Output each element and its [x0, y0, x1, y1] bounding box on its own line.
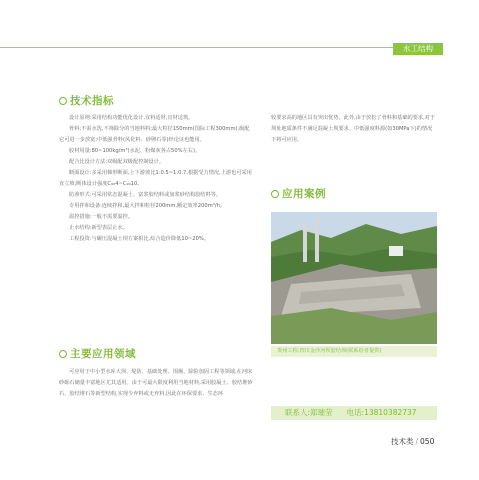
page-number: 050 — [420, 437, 435, 446]
tech-section-title — [59, 93, 114, 108]
case-title-text: 应用案例 — [282, 188, 326, 200]
spec-line: 专用拌和设备:连续拌和,最大拌和粒径200mm,额定效率200m³/h。 — [69, 203, 226, 209]
spec-line: 骨料:不需水洗,不筛除分的当地料料;最大粒径150mm(国际工程300mm),级配它可进一步放宽;中低强骨料(风化料、砂卵石等)经论证也能用。 — [59, 126, 250, 143]
dam-photo — [271, 212, 437, 344]
page-footer — [391, 436, 434, 447]
circle-bullet-icon — [271, 190, 279, 198]
spec-line: 温控措施:一般不需要温控。 — [69, 214, 133, 220]
contact-bar — [271, 406, 437, 420]
contact-person: 联系人:郑璀莹 — [285, 408, 333, 417]
spec-line: 胶材用量:80~100kg/m³(水泥、粉煤灰各占50%左右)。 — [69, 148, 201, 154]
circle-bullet-icon — [59, 97, 67, 105]
header-rule — [0, 47, 437, 48]
tech-title-text: 技术指标 — [70, 95, 114, 107]
advantage-line: 较要求高的地区具有突出优势。此外,由于放松了骨料和基础的要求,对于坝址地质条件不满足混凝土坝要求、中低强度料源(如30MPa下)的情况下将可应用。 — [271, 115, 436, 143]
spec-line: 配合比设计方法:双级配双级配控制设计。 — [69, 159, 165, 165]
spec-line: 防渗形式:可采用常态混凝土、富浆胶结料或加浆砂结构胶结料等。 — [69, 192, 222, 198]
spec-line: 工程投资:与碾压混凝土坝方案相比,综合造价降低10~20%。 — [69, 236, 209, 242]
footer-section: 技术类 — [391, 437, 414, 446]
usage-title-text: 主要应用领域 — [70, 348, 136, 360]
photo-caption: 贵州工程:四川金沙河坝胶结坝(联系给者提供) — [271, 346, 437, 357]
category-tag: 水工结构 — [393, 43, 443, 55]
footer-separator: / — [415, 437, 419, 446]
contact-phone: 电话:13810382737 — [346, 408, 417, 417]
spec-line: 设计原则:采用结构功能优化设计,宜料适材,宜材适筑。 — [69, 115, 194, 121]
circle-bullet-icon — [59, 350, 67, 358]
usage-text — [59, 367, 253, 400]
dam-photo-image — [271, 212, 437, 344]
tech-specs-text — [59, 113, 253, 245]
case-section-title — [271, 186, 326, 201]
usage-paragraph: 可应用于中小型水库大坝、堤防、基础处理、围堰、除险加固工程等领域,在河床砂砾石储量丰富地区尤其适用。由于可最大限度利用当地材料,采用胶凝土、胶结堆砂石、胶结堆石等新型结构,实现少弃料或无弃料,因此在环保要求、生态环 — [59, 369, 253, 397]
spec-line: 止水结构:新型表层止水。 — [69, 225, 128, 231]
spec-line: 断面设计:多采用梯形断面,上下游坡比1:0.5~1:0.7,根据受力情况,上游也可采用直立坡;断体设计强度C₉₀4~C₉₀10。 — [59, 170, 252, 187]
advantage-text — [271, 113, 437, 146]
usage-section-title — [59, 346, 136, 361]
